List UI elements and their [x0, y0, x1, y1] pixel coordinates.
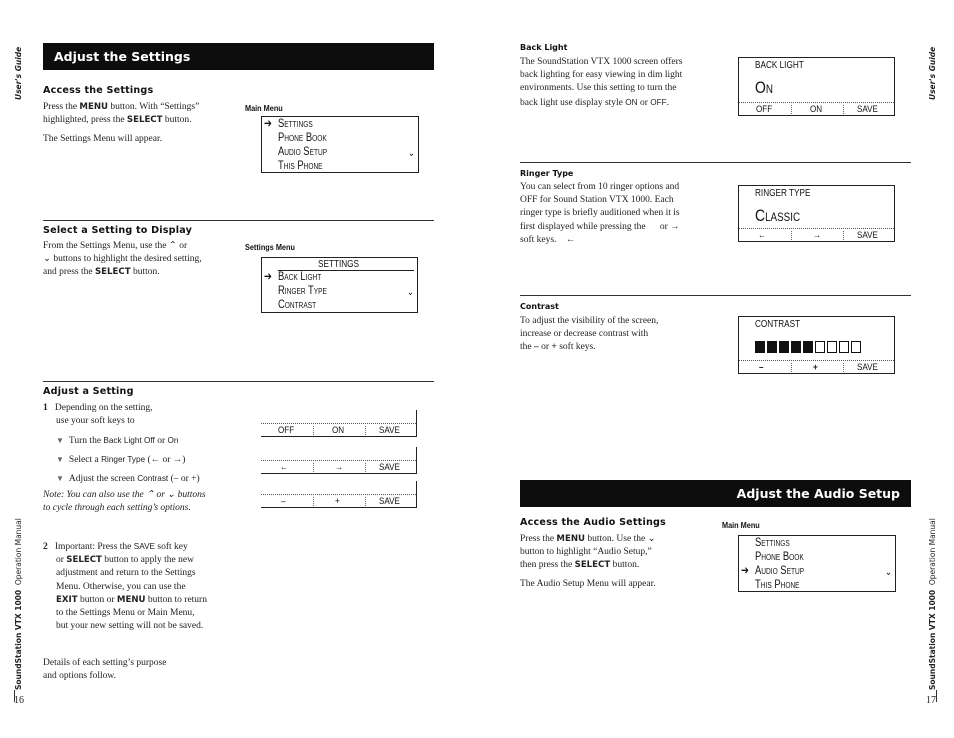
chevron-down-icon: ⌄	[884, 567, 892, 578]
softkey-off[interactable]: OFF	[278, 425, 295, 436]
right-rule-1	[520, 162, 911, 163]
contrast-level-segment	[791, 341, 801, 353]
left-banner: Adjust the Settings	[43, 43, 434, 70]
chevron-down-icon: ⌄	[406, 287, 414, 298]
triangle-bullet-icon: ▼	[56, 474, 64, 483]
right-spine-product: SoundStation VTX 1000 Operation Manual	[928, 518, 937, 690]
left-rule-1	[43, 220, 434, 221]
softkey-minus[interactable]: –	[281, 496, 286, 507]
audio-menu-item-phone-book: Phone Book	[755, 551, 804, 563]
step-2: 2 Important: Press the SAVE soft key or SELECT button to apply the new adjustment and return to the Settings Menu. Otherwise, you can use the EXIT button or MENU button to return to the Settings Menu or Main Menu, but your new setting will not be saved.	[43, 542, 207, 632]
adjust-setting-heading: Adjust a Setting	[43, 386, 134, 397]
audio-main-menu-screen	[738, 535, 896, 592]
softkey-plus[interactable]: +	[813, 362, 818, 373]
arrow-left-icon: ←	[565, 234, 576, 245]
audio-settings-result: The Audio Setup Menu will appear.	[520, 579, 656, 589]
backlight-screen	[738, 57, 895, 116]
ringer-screen-value: Classic	[755, 206, 801, 225]
contrast-level-meter	[755, 341, 863, 354]
audio-settings-text: Press the MENU button. Use the ⌄ button to highlight “Audio Setup,” then press the SELECT button.	[520, 534, 656, 571]
left-spine-product: SoundStation VTX 1000 Operation Manual	[14, 518, 23, 690]
right-spine-rule	[936, 690, 937, 702]
arrow-right-icon: ➔	[264, 271, 272, 283]
contrast-screen-title: CONTRAST	[755, 319, 801, 330]
chevron-up-icon: ⌃	[146, 490, 155, 500]
chevron-down-icon: ⌄	[43, 254, 51, 265]
contrast-level-segment	[803, 341, 813, 353]
softkey-right-arrow[interactable]: →	[813, 230, 822, 241]
main-menu-label: Main Menu	[245, 103, 283, 113]
softkey-on[interactable]: ON	[332, 425, 345, 436]
softkey-save[interactable]: SAVE	[379, 462, 400, 473]
menu-item-this-phone: This Phone	[278, 160, 323, 172]
settings-menu-label: Settings Menu	[245, 242, 295, 252]
settings-item-back-light: Back Light	[278, 271, 322, 283]
softkey-off[interactable]: OFF	[756, 104, 773, 115]
contrast-level-segment	[815, 341, 825, 353]
contrast-screen	[738, 316, 895, 374]
main-menu-screen	[261, 116, 419, 173]
left-rule-2	[43, 381, 434, 382]
settings-item-contrast: Contrast	[278, 299, 317, 311]
ringer-screen-title: RINGER TYPE	[755, 188, 811, 199]
backlight-text: The SoundStation VTX 1000 screen offers back lighting for easy viewing in dim light environments. Use this setting to turn the back light use display style ON or OFF.	[520, 57, 683, 108]
bullet-ringer-type: ▼ Select a Ringer Type (← or →)	[56, 455, 186, 465]
left-page-number: 16	[14, 695, 24, 706]
ringer-screen	[738, 185, 895, 242]
select-setting-text: From the Settings Menu, use the ⌃ or ⌄ buttons to highlight the desired setting, and press the SELECT button.	[43, 241, 202, 278]
step-1: 1 Depending on the setting, use your soft keys to	[43, 403, 153, 427]
access-settings-text: Press the MENU button. With “Settings” highlighted, press the SELECT button.	[43, 102, 200, 126]
ringer-heading: Ringer Type	[520, 169, 574, 178]
menu-item-phone-book: Phone Book	[278, 132, 327, 144]
softkeys-backlight-strip	[261, 410, 417, 437]
menu-item-settings: Settings	[278, 118, 313, 130]
softkey-save[interactable]: SAVE	[379, 425, 400, 436]
softkey-save[interactable]: SAVE	[857, 230, 878, 241]
audio-settings-heading: Access the Audio Settings	[520, 517, 666, 528]
audio-menu-item-audio-setup: Audio Setup	[755, 565, 805, 577]
access-settings-result: The Settings Menu will appear.	[43, 134, 162, 144]
arrow-right-icon: ➔	[741, 565, 749, 577]
contrast-level-segment	[839, 341, 849, 353]
right-banner: Adjust the Audio Setup	[520, 480, 911, 507]
menu-item-audio-setup: Audio Setup	[278, 146, 328, 158]
backlight-heading: Back Light	[520, 43, 568, 52]
contrast-level-segment	[851, 341, 861, 353]
right-rule-2	[520, 295, 911, 296]
chevron-down-icon: ⌄	[407, 148, 415, 159]
bullet-contrast: ▼ Adjust the screen Contrast (– or +)	[56, 474, 200, 484]
left-spine-title: User's Guide	[14, 46, 23, 100]
softkey-plus[interactable]: +	[335, 496, 340, 507]
access-settings-heading: Access the Settings	[43, 85, 154, 96]
chevron-up-icon: ⌃	[168, 241, 177, 251]
softkey-left-arrow[interactable]: ←	[758, 230, 767, 241]
softkey-save[interactable]: SAVE	[379, 496, 400, 507]
contrast-level-segment	[827, 341, 837, 353]
details-follow: Details of each setting’s purpose and options follow.	[43, 658, 167, 682]
audio-menu-item-this-phone: This Phone	[755, 579, 800, 591]
softkeys-contrast-strip	[261, 481, 417, 508]
adjust-note: Note: You can also use the ⌃ or ⌄ buttons to cycle through each setting’s options.	[43, 490, 206, 514]
softkey-on[interactable]: ON	[810, 104, 823, 115]
softkey-right-arrow[interactable]: →	[335, 462, 344, 473]
arrow-right-icon: →	[670, 221, 680, 232]
contrast-level-segment	[767, 341, 777, 353]
triangle-bullet-icon: ▼	[56, 436, 64, 445]
bullet-back-light: ▼ Turn the Back Light Off or On	[56, 436, 179, 446]
arrow-right-icon: ➔	[264, 118, 272, 130]
contrast-level-segment	[779, 341, 789, 353]
settings-screen-title: SETTINGS	[318, 259, 360, 270]
softkeys-ringer-strip	[261, 447, 417, 474]
select-setting-heading: Select a Setting to Display	[43, 225, 193, 236]
contrast-text: To adjust the visibility of the screen, increase or decrease contrast with the – or + soft keys.	[520, 316, 659, 353]
right-spine-title: User's Guide	[928, 46, 937, 100]
settings-menu-screen	[261, 257, 418, 313]
softkey-save[interactable]: SAVE	[857, 104, 878, 115]
audio-menu-item-settings: Settings	[755, 537, 790, 549]
softkey-left-arrow[interactable]: ←	[280, 462, 289, 473]
ringer-text: You can select from 10 ringer options and OFF for Sound Station VTX 1000. Each ringer type is briefly auditioned when it is first displayed while pressing the or → soft keys. ←	[520, 182, 680, 245]
settings-item-ringer-type: Ringer Type	[278, 285, 327, 297]
contrast-level-segment	[755, 341, 765, 353]
softkey-save[interactable]: SAVE	[857, 362, 878, 373]
backlight-screen-value: On	[755, 78, 773, 97]
backlight-screen-title: BACK LIGHT	[755, 60, 804, 71]
audio-main-menu-label: Main Menu	[722, 520, 760, 530]
triangle-bullet-icon: ▼	[56, 455, 64, 464]
chevron-down-icon: ⌄	[167, 490, 176, 500]
chevron-down-icon: ⌄	[647, 534, 656, 544]
softkey-minus[interactable]: –	[759, 362, 764, 373]
contrast-heading: Contrast	[520, 302, 559, 311]
right-page-number: 17	[926, 695, 936, 706]
